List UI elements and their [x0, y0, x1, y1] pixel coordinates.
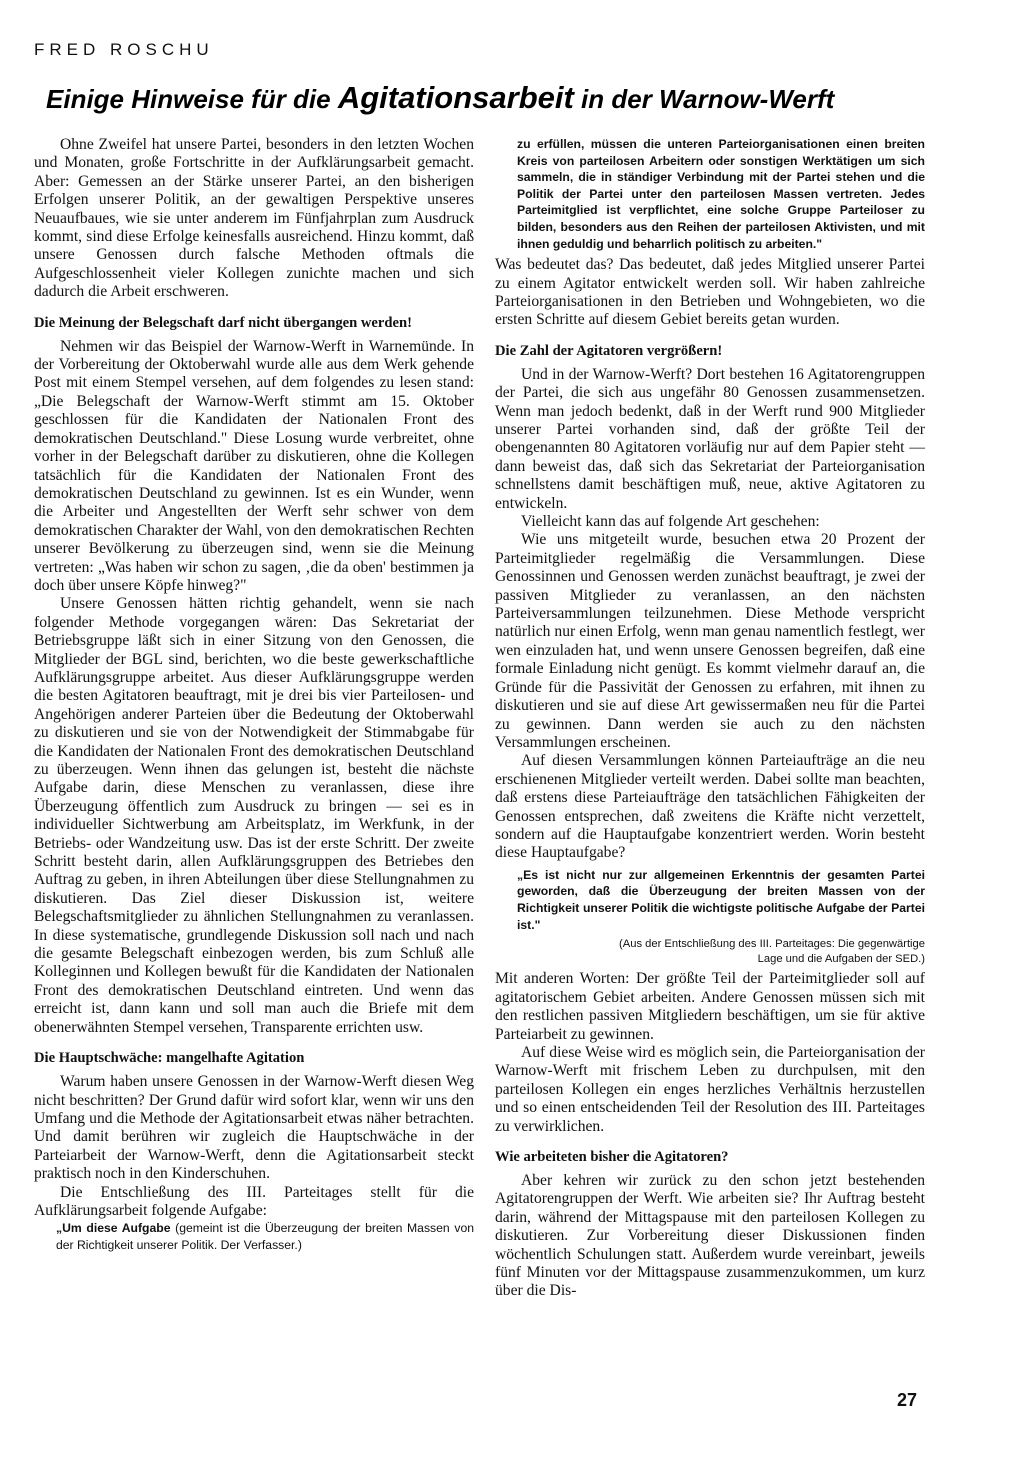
section-heading: Die Zahl der Agitatoren vergrößern!: [495, 342, 723, 359]
author-name: FRED ROSCHU: [34, 40, 214, 59]
quote-annotation: (gemeint ist die Überzeugung der breiten Massen von der Richtigkeit unserer Politik. Der Verfasser.): [56, 1221, 475, 1252]
section-heading: Die Meinung der Belegschaft darf nicht übergangen werden!: [34, 314, 412, 331]
page-number: 27: [897, 1390, 918, 1410]
section-heading: Wie arbeiteten bisher die Agitatoren?: [495, 1148, 729, 1165]
paragraph: Nehmen wir das Beispiel der Warnow-Werft in Warnemünde. In der Vorbereitung der Oktoberwahl wurde alle aus dem Werk gehende Post mit einem Stempel versehen, auf dem folgendes zu lesen stand: „Die Belegschaft der Warnow-Werft stimmt am 15. Oktober geschlossen für die Kandidaten der Nationalen Front des demokratischen Deutschland." Diese Losung wurde verbreitet, ohne vorher in der Belegschaft darüber zu diskutieren, ohne die Kollegen tatsächlich für die Kandidaten der Nationalen Front des demokratischen Deutschland zu gewinnen. Ist es ein Wunder, wenn die Arbeiter und Angestellten der Werft sehr schwer von dem demokratischen Charakter der Wahl, von den demokratischen Rechten unserer Bevölkerung zu überzeugen sind, wenn sie die Meinung vertreten: „Was haben wir schon zu sagen, ‚die da oben' bestimmen ja doch über unsere Köpfe hinweg?": [34, 337, 474, 594]
section-heading: Die Hauptschwäche: mangelhafte Agitation: [34, 1050, 305, 1067]
block-quote: zu erfüllen, müssen die unteren Parteiorganisationen einen breiten Kreis von parteilosen Arbeitern oder sonstigen Werktätigen um sich sammeln, die in ständiger Verbindung mit der Partei stehen und die Politik der Partei unter den parteilosen Massen vertreten. Jedes Parteimitglied ist verpflichtet, eine solche Gruppe Parteiloser zu bilden, besonders aus den Reihen der parteilosen Aktivisten, und mit ihnen geduldig und beharrlich politisch zu arbeiten.": [517, 137, 925, 251]
paragraph: Und in der Warnow-Werft? Dort bestehen 16 Agitatorengruppen der Partei, die sich aus ungefähr 80 Genossen zusammensetzen. Wenn man jedoch bedenkt, daß in der Werft rund 900 Mitglieder unserer Partei vorhanden sind, daß der größte Teil der obengenannten 80 Agitatoren vorläufig nur auf dem Papier steht — dann beweist das, daß sich das Sekretariat der Parteiorganisation schnellstens damit beschäftigen muß, neue, aktive Agitatoren zu entwickeln.: [495, 365, 925, 512]
title-part-2: Agitationsarbeit: [337, 80, 574, 115]
article-title: [46, 80, 996, 116]
paragraph: Was bedeutet das? Das bedeutet, daß jedes Mitglied unserer Partei zu einem Agitator entwickelt werden soll. Wir haben zahlreiche Parteiorganisationen in den Betrieben und Wohngebieten, wo die ersten Schritte auf diesem Gebiet bereits getan wurden.: [495, 256, 925, 329]
quote-start: „Um diese Aufgabe: [56, 1221, 171, 1236]
paragraph: Ohne Zweifel hat unsere Partei, besonders in den letzten Wochen und Monaten, große Fortschritte in der Aufklärungsarbeit gemacht. Aber: Gemessen an der Stärke unserer Partei, an den bisherigen Erfolgen unserer Politik, an der gewaltigen Perspektive unseres Neuaufbaues, wie sie unter anderem im Fünfjahrplan zum Ausdruck kommt, sind diese Erfolge keinesfalls ausreichend. Hinzu kommt, daß unsere Genossen durch falsche Methoden oftmals die Aufgeschlossenheit vieler Kollegen zunichte machen und sich dadurch die Arbeit erschweren.: [34, 136, 474, 301]
paragraph: Auf diese Weise wird es möglich sein, die Parteiorganisation der Warnow-Werft mit frischem Leben zu durchpulsen, mit den parteilosen Kollegen ein enges herzliches Verhältnis herzustellen und so einen entscheidenden Teil der Resolution des III. Parteitages zu verwirklichen.: [495, 1043, 925, 1135]
right-column: [495, 136, 925, 1301]
paragraph: Unsere Genossen hätten richtig gehandelt, wenn sie nach folgender Methode vorgegangen wären: Das Sekretariat der Betriebsgruppe läßt sich in einer Sitzung von den Genossen, die Mitglieder der BGL sind, berichten, wo die beste gewerkschaftliche Aufklärungsgruppe arbeitet. Aus dieser Aufklärungsgruppe werden die besten Agitatoren beauftragt, mit je drei bis vier Parteilosen- und Angehörigen anderer Parteien über die Bedeutung der Oktoberwahl zu diskutieren und sie von der Notwendigkeit der Stimmabgabe für die Kandidaten der Nationalen Front des demokratischen Deutschland zu überzeugen. Wenn ihnen das gelungen ist, besteht die nächste Aufgabe darin, diese Menschen zu veranlassen, diese ihre Überzeugung öffentlich zum Ausdruck zu bringen — sei es in individueller Sichtwerbung am Arbeitsplatz, im Werkfunk, in der Betriebs- oder Wandzeitung usw. Das ist der erste Schritt. Der zweite Schritt besteht darin, allen Aufklärungsgruppen des Betriebes den Auftrag zu geben, in ihren Abteilungen über diese Stellungnahmen zu diskutieren. Das Ziel dieser Diskussion ist, weitere Belegschaftsmitglieder zu ähnlichen Stellungnahmen zu veranlassen. In diese systematische, grundlegende Diskussion soll nach und nach die gesamte Belegschaft einbezogen werden, bis zum Schluß alle Kolleginnen und Kollegen bewußt für die Kandidaten der Nationalen Front des demokratischen Deutschland eintreten. Und wenn das erreicht ist, dann kann und soll man auch die Briefe mit dem obenerwähnten Stempel versehen, Transparente errichten usw.: [34, 595, 474, 1036]
paragraph: Die Entschließung des III. Parteitages stellt für die Aufklärungsarbeit folgende Aufgabe:: [34, 1183, 474, 1219]
title-part-1: Einige Hinweise für die: [46, 84, 338, 114]
left-column: [34, 136, 474, 1258]
paragraph: Auf diesen Versammlungen können Parteiaufträge an die neu erschienenen Mitglieder verteilt werden. Dabei sollte man beachten, daß erstens diese Parteiaufträge den tatsächlichen Fähigkeiten der Genossen entsprechen, daß zweitens die Kräfte nicht verzettelt, sondern auf die Hauptaufgabe konzentriert werden. Worin besteht diese Hauptaufgabe?: [495, 752, 925, 862]
quote-source: (Aus der Entschließung des III. Parteitages: Die gegenwärtige Lage und die Aufgaben der SED.): [619, 938, 925, 965]
paragraph: Warum haben unsere Genossen in der Warnow-Werft diesen Weg nicht beschritten? Der Grund dafür wird sofort klar, wenn wir uns den Umfang und die Methode der Agitationsarbeit etwas näher betrachten. Und damit berühren wir zugleich die Hauptschwäche in der Parteiarbeit der Warnow-Werft, denn die Agitationsarbeit steckt praktisch noch in den Kinderschuhen.: [34, 1073, 474, 1183]
block-quote: [56, 1220, 474, 1253]
paragraph: Wie uns mitgeteilt wurde, besuchen etwa 20 Prozent der Parteimitglieder regelmäßig die Versammlungen. Diese Genossinnen und Genossen werden zunächst beauftragt, je zwei der passiven Mitglieder zu veranlassen, an den nächsten Parteiversammlungen teilzunehmen. Diese Methode verspricht natürlich nur einen Erfolg, wenn man genau namentlich festlegt, wer wen einzuladen hat, und wenn unsere Genossen begreifen, daß eine formale Einladung nicht genügt. Es kommt vielmehr darauf an, die Gründe für die Passivität der Genossen zu erfahren, mit ihnen zu diskutieren und sie auf diese Art gewissermaßen neu für die Partei zu gewinnen. Dann werden sie auch zu den nächsten Versammlungen erscheinen.: [495, 531, 925, 751]
block-quote: „Es ist nicht nur zur allgemeinen Erkenntnis der gesamten Partei geworden, daß die Überzeugung der breiten Massen von der Richtigkeit unserer Politik die wichtigste politische Aufgabe der Partei ist.": [517, 867, 925, 932]
paragraph: Vielleicht kann das auf folgende Art geschehen:: [521, 513, 820, 531]
title-part-3: in der Warnow-Werft: [573, 84, 835, 114]
paragraph: Mit anderen Worten: Der größte Teil der Parteimitglieder soll auf agitatorischem Gebiet arbeiten. Andere Genossen müssen sich mit den restlichen passiven Mitgliedern beschäftigen, um sie für aktive Parteiarbeit zu gewinnen.: [495, 970, 925, 1043]
paragraph: Aber kehren wir zurück zu den schon jetzt bestehenden Agitatorengruppen der Werft. Wie arbeiten sie? Ihr Auftrag besteht darin, während der Mittagspause mit den parteilosen Kollegen zu diskutieren. Zur Vorbereitung dieser Diskussionen finden wöchentlich Schulungen statt. Außerdem wurde vereinbart, jeweils fünf Minuten vor der Mittagspause zusammenzukommen, um kurz über die Dis-: [495, 1171, 925, 1300]
